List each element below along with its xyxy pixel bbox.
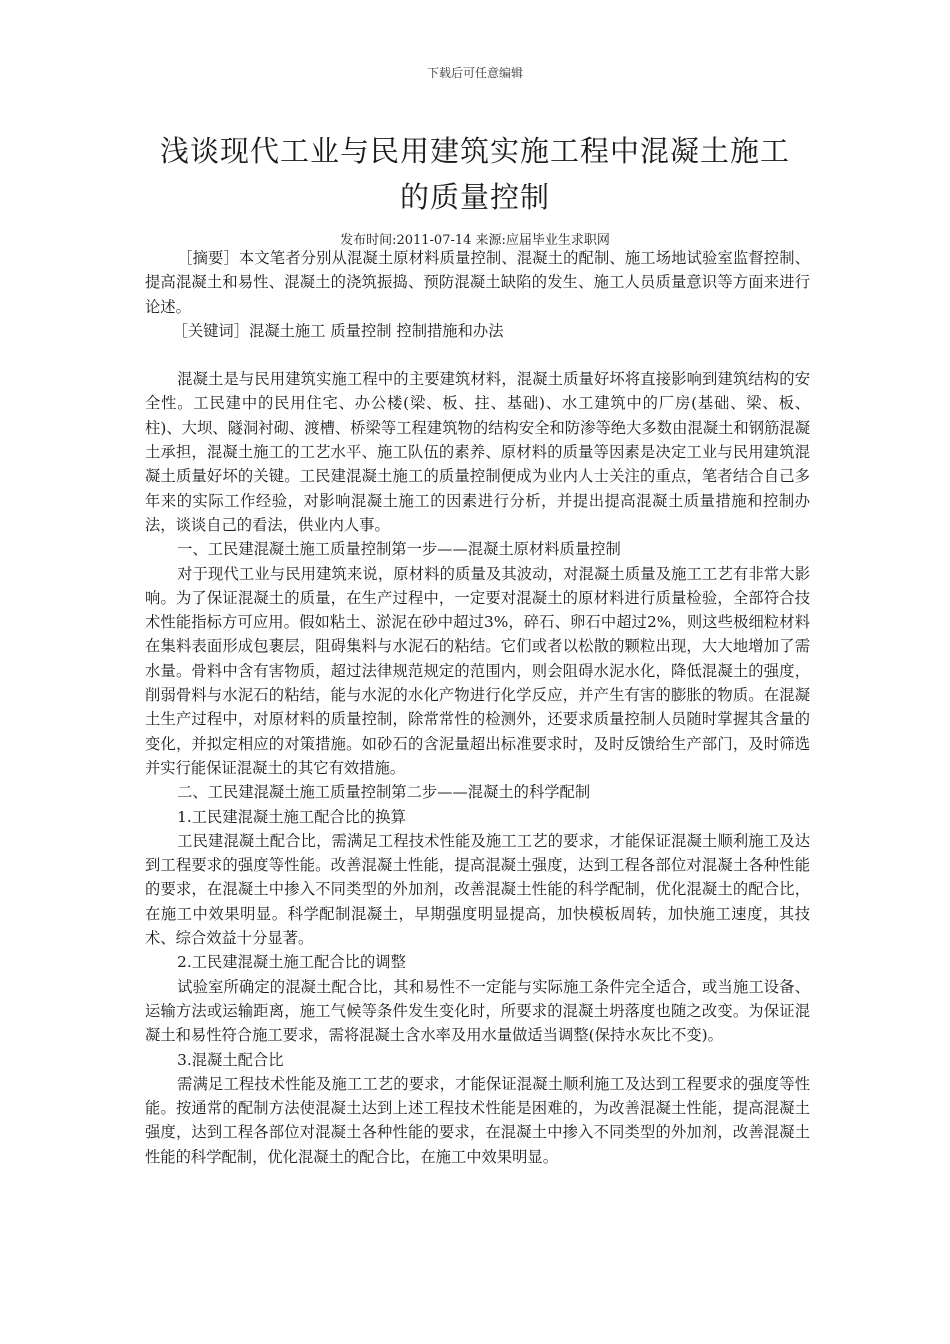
publish-meta: 发布时间:2011-07-14 来源:应届毕业生求职网 bbox=[340, 233, 610, 248]
keywords-paragraph: ［关键词］混凝土施工 质量控制 控制措施和办法 bbox=[172, 321, 504, 340]
subsection-3-paragraph: 需满足工程技术性能及施工工艺的要求，才能保证混凝土顺利施工及达到工程要求的强度等性能。按通常的配制方法使混凝土达到上述工程技术性能是困难的，为改善混凝土性能，提高混凝土强度，达到工程各部位对混凝土各种性能的要求，在混凝土中掺入不同类型的外加剂，改善混凝土性能的科学配制，优化混凝土的配合比，在施工中效果明显。 bbox=[145, 1074, 810, 1166]
subsection-2-heading: 2.工民建混凝土施工配合比的调整 bbox=[177, 953, 406, 972]
article-body bbox=[145, 246, 810, 1169]
section-1-paragraph: 对于现代工业与民用建筑来说，原材料的质量及其波动，对混凝土质量及施工工艺有非常大影响。为了保证混凝土的质量，在生产过程中，一定要对混凝土的原材料进行质量检验，全部符合技术性能指标方可应用。假如粘土、淤泥在砂中超过3%，碎石、卵石中超过2%，则这些极细粒材料在集料表面形成包裹层，阻碍集料与水泥石的粘结。它们或者以松散的颗粒出现，大大地增加了需水量。骨料中含有害物质，超过法律规范规定的范围内，则会阻碍水泥水化，降低混凝土的强度，削弱骨料与水泥石的粘结，能与水泥的水化产物进行化学反应，并产生有害的膨胀的物质。在混凝土生产过程中，对原材料的质量控制，除常常性的检测外，还要求质量控制人员随时掌握其含量的变化，并拟定相应的对策措施。如砂石的含泥量超出标准要求时，及时反馈给生产部门，及时筛选并实行能保证混凝土的其它有效措施。 bbox=[145, 564, 810, 777]
title-line-1: 浅谈现代工业与民用建筑实施工程中混凝土施工 bbox=[159, 134, 790, 168]
subsection-1-heading: 1.工民建混凝土施工配合比的换算 bbox=[177, 807, 406, 826]
title-line-2: 的质量控制 bbox=[399, 180, 550, 214]
page-title bbox=[140, 128, 810, 220]
section-1-heading: 一、工民建混凝土施工质量控制第一步——混凝土原材料质量控制 bbox=[177, 540, 621, 559]
section-2-heading: 二、工民建混凝土施工质量控制第二步——混凝土的科学配制 bbox=[177, 783, 591, 802]
subsection-2-paragraph: 试验室所确定的混凝土配合比，其和易性不一定能与实际施工条件完全适合，或当施工设备、运输方法或运输距离，施工气候等条件发生变化时，所要求的混凝土坍落度也随之改变。为保证混凝土和易性符合施工要求，需将混凝土含水率及用水量做适当调整(保持水灰比不变)。 bbox=[145, 977, 810, 1045]
abstract-paragraph: ［摘要］本文笔者分别从混凝土原材料质量控制、混凝土的配制、施工场地试验室监督控制、提高混凝土和易性、混凝土的浇筑振捣、预防混凝土缺陷的发生、施工人员质量意识等方面来进行论述。 bbox=[145, 249, 810, 316]
header-note: 下载后可任意编辑 bbox=[426, 66, 523, 80]
subsection-3-heading: 3.混凝土配合比 bbox=[177, 1050, 284, 1069]
paragraph-spacer bbox=[145, 343, 810, 367]
intro-paragraph: 混凝土是与民用建筑实施工程中的主要建筑材料，混凝土质量好坏将直接影响到建筑结构的安全性。工民建中的民用住宅、办公楼(梁、板、拄、基础)、水工建筑中的厂房(基础、梁、板、柱)、大坝、隧洞衬砌、渡槽、桥梁等工程建筑物的结构安全和防渗等绝大多数由混凝土和钢筋混凝土承担，混凝土施工的工艺水平、施工队伍的素养、原材料的质量等因素是决定工业与民用建筑混凝土质量好坏的关键。工民建混凝土施工的质量控制便成为业内人士关注的重点，笔者结合自己多年来的实际工作经验，对影响混凝土施工的因素进行分析，并提出提高混凝土质量措施和控制办法，谈谈自己的看法，供业内人事。 bbox=[145, 370, 810, 534]
subsection-1-paragraph: 工民建混凝土配合比，需满足工程技术性能及施工工艺的要求，才能保证混凝土顺利施工及达到工程要求的强度等性能。改善混凝土性能，提高混凝土强度，达到工程各部位对混凝土各种性能的要求，在混凝土中掺入不同类型的外加剂，改善混凝土性能的科学配制，优化混凝土的配合比，在施工中效果明显。科学配制混凝土，早期强度明显提高，加快模板周转，加快施工速度，其技术、综合效益十分显著。 bbox=[145, 831, 810, 948]
